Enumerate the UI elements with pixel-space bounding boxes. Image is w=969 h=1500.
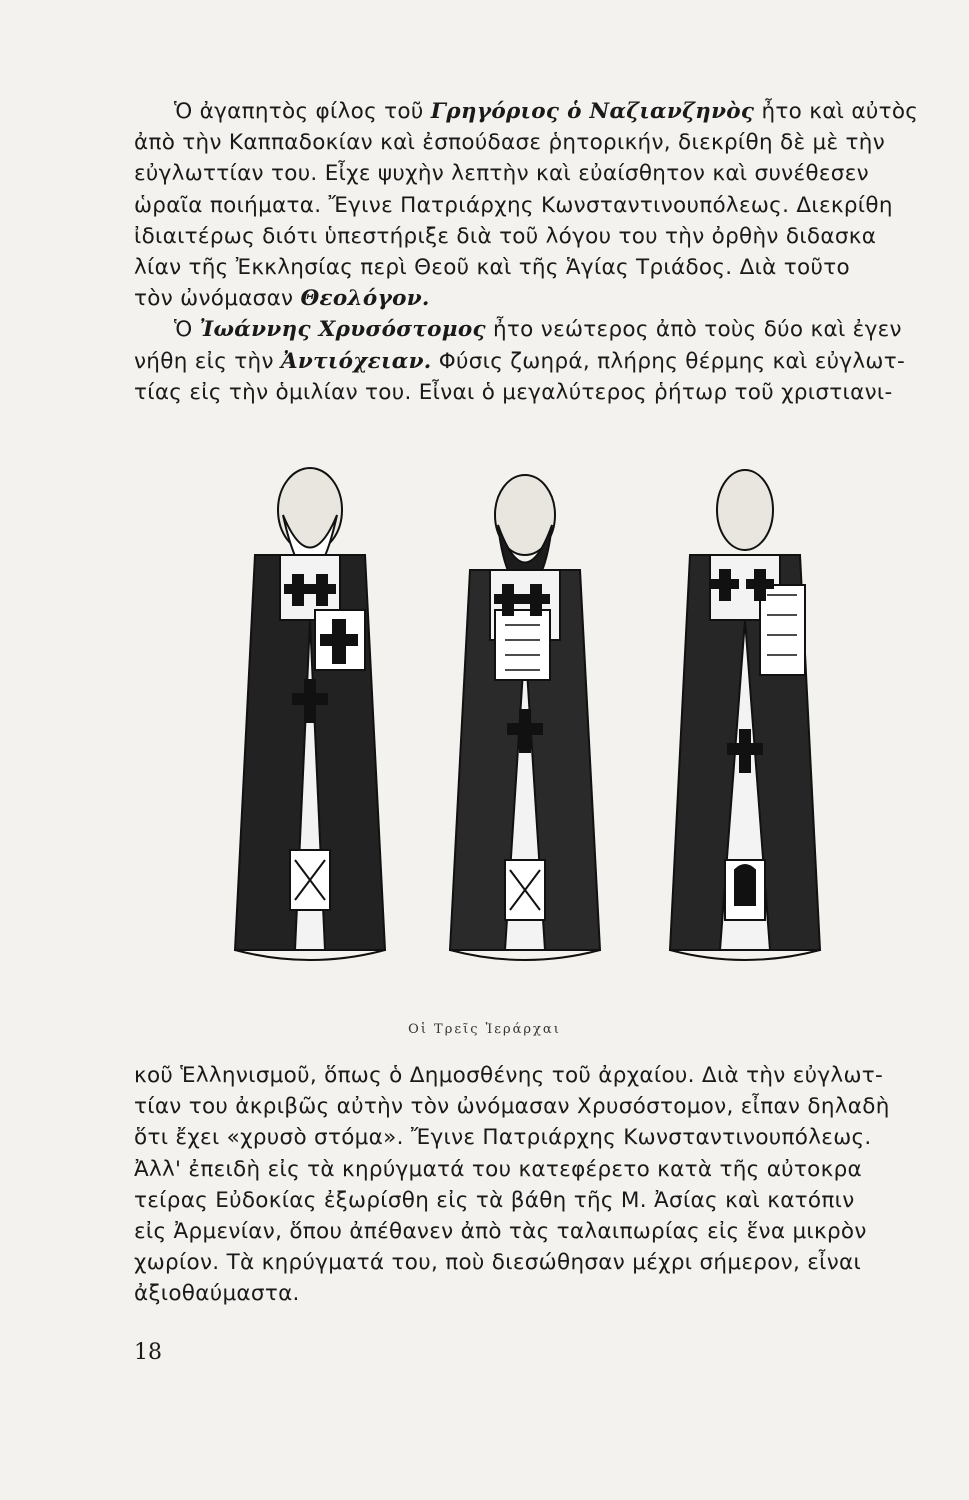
paragraph-top (134, 96, 954, 408)
paragraph-bottom (134, 1060, 954, 1310)
text-line: ἀπὸ τὴν Καππαδοκίαν καὶ ἐσπούδασε ῥητορικήν, διεκρίθη δὲ μὲ τὴν (134, 130, 886, 156)
text-line: τείρας Εὐδοκίας ἐξωρίσθη εἰς τὰ βάθη τῆς Μ. Ἀσίας καὶ κατόπιν (134, 1187, 855, 1213)
figure-caption: Οἱ Τρεῖς Ἱεράρχαι (408, 1022, 561, 1037)
saint-figure-left (235, 468, 385, 960)
text-line: ὅτι ἔχει «χρυσὸ στόμα». Ἔγινε Πατριάρχης Κωνσταντινουπόλεως. (134, 1125, 872, 1151)
page-number: 18 (134, 1340, 162, 1365)
text-line: νήθη εἰς τὴν Ἀντιόχειαν. Φύσις ζωηρά, πλήρης θέρμης καὶ εὐγλωτ- (134, 348, 906, 374)
text-line: ἀξιοθαύμαστα. (134, 1281, 300, 1307)
text-line: ἰδιαιτέρως διότι ὑπεστήριξε διὰ τοῦ λόγου του τὴν ὀρθὴν διδασκα (134, 223, 877, 249)
saint-figure-right (670, 470, 820, 960)
text-line: εἰς Ἀρμενίαν, ὅπου ἀπέθανεν ἀπὸ τὰς ταλαιπωρίας εἰς ἕνα μικρὸν (134, 1218, 867, 1244)
text-line: τὸν ὠνόμασαν Θεολόγον. (134, 286, 430, 312)
text-line: Ὁ Ἰωάννης Χρυσόστομος ἦτο νεώτερος ἀπὸ τοὺς δύο καὶ ἐγεν (174, 317, 902, 343)
text-line: ὡραῖα ποιήματα. Ἔγινε Πατριάρχης Κωνσταντινουπόλεως. Διεκρίθη (134, 192, 893, 218)
text-line: κοῦ Ἑλληνισμοῦ, ὅπως ὁ Δημοσθένης τοῦ ἀρχαίου. Διὰ τὴν εὐγλωτ- (134, 1063, 884, 1088)
text-line: τίας εἰς τὴν ὁμιλίαν του. Εἶναι ὁ μεγαλύτερος ῥήτωρ τοῦ χριστιανι- (134, 379, 893, 405)
saint-figure-middle (450, 475, 600, 960)
three-hierarchs-illustration (215, 450, 865, 1010)
text-line: τίαν του ἀκριβῶς αὐτὴν τὸν ὠνόμασαν Χρυσόστομον, εἶπαν δηλαδὴ (134, 1094, 890, 1120)
text-line: λίαν τῆς Ἐκκλησίας περὶ Θεοῦ καὶ τῆς Ἁγίας Τριάδος. Διὰ τοῦτο (134, 254, 850, 280)
text-line: Ἀλλ' ἐπειδὴ εἰς τὰ κηρύγματά του κατεφέρετο κατὰ τῆς αὐτοκρα (134, 1156, 862, 1182)
text-line: χωρίον. Τὰ κηρύγματά του, ποὺ διεσώθησαν μέχρι σήμερον, εἶναι (134, 1250, 862, 1276)
text-line: Ὁ ἀγαπητὸς φίλος τοῦ Γρηγόριος ὁ Ναζιανζηνὸς ἦτο καὶ αὐτὸς (174, 99, 919, 124)
text-line: εὐγλωττίαν του. Εἶχε ψυχὴν λεπτὴν καὶ εὐαίσθητον καὶ συνέθεσεν (134, 161, 869, 187)
